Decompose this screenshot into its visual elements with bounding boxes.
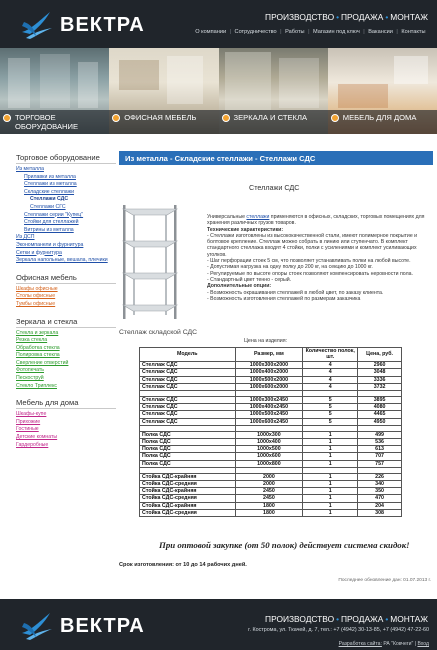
sidebar-link[interactable]: Стекла и зеркала [16, 329, 59, 336]
cell-price: 470 [358, 495, 402, 502]
nav-works[interactable]: Работы [285, 29, 305, 35]
footer-credits [339, 641, 429, 647]
sidebar-link[interactable]: Витрины из металла [24, 226, 74, 233]
table-row [140, 418, 402, 425]
cell-model: Стеллаж СДС [140, 418, 236, 425]
table-row [140, 481, 402, 488]
description-text: применяются в офисных, складских, торговых помещениях для хранения различных грузов товаров. [207, 214, 425, 227]
option-line: - Возможность окрашивания стеллажей в любой цвет, по заказу клиента. [207, 289, 384, 296]
table-row [140, 369, 402, 376]
description-text: Универсальные [207, 214, 247, 220]
sidebar-section-office [16, 273, 116, 309]
table-row [140, 362, 402, 369]
footer-tagline [265, 614, 428, 624]
nav-turnkey-shop[interactable]: Магазин под ключ [313, 29, 360, 35]
cell-price: 3336 [358, 376, 402, 383]
product-description [207, 214, 431, 302]
lead-time: Срок изготовления: от 10 до 14 рабочих дней. [119, 562, 247, 568]
logo-swoosh-icon [20, 611, 54, 641]
tagline-dot-icon: • [336, 12, 340, 22]
tagline-dot-icon: • [336, 614, 340, 624]
sidebar-section-title: Офисная мебель [16, 272, 77, 282]
banner-label: ЗЕРКАЛА И СТЕКЛА [233, 113, 308, 122]
cell-size: 2450 [235, 495, 303, 502]
sidebar-link[interactable]: Фотопечать [16, 367, 44, 374]
nav-vacancies[interactable]: Вакансии [368, 29, 393, 35]
nav-contacts[interactable]: Контакты [401, 29, 426, 35]
cell-price: 536 [358, 439, 402, 446]
banner-office-furniture[interactable] [109, 48, 218, 134]
category-banner [0, 48, 437, 134]
cell-model: Стойка СДС-крайняя [140, 502, 236, 509]
banner-home-furniture[interactable] [328, 48, 437, 134]
nav-about[interactable]: О компании [195, 29, 227, 35]
cell-size: 1000x300x2450 [235, 397, 303, 404]
cell-shelves: 1 [303, 473, 358, 480]
cell-price: 4465 [358, 411, 402, 418]
divider [16, 408, 116, 409]
cell-shelves: 4 [303, 383, 358, 390]
cell-size: 1000x300x2000 [235, 362, 303, 369]
description-intro [207, 214, 431, 227]
tagline-production: ПРОИЗВОДСТВО [265, 12, 335, 22]
shelf-product-image [119, 203, 181, 321]
table-row [140, 502, 402, 509]
banner-caption [219, 110, 328, 134]
table-row [140, 439, 402, 446]
nav-separator: | [363, 29, 365, 35]
divider [16, 327, 116, 328]
discount-promo: При оптовой закупке (от 50 полок) действует система скидок! [159, 540, 410, 550]
col-model: Модель [140, 348, 236, 362]
cell-size: 2000 [235, 481, 303, 488]
cell-size: 1000x600 [235, 453, 303, 460]
cell-model: Стойка СДС-средняя [140, 481, 236, 488]
table-header-row [140, 348, 402, 362]
sidebar [16, 151, 116, 457]
cell-shelves: 4 [303, 376, 358, 383]
table-row [140, 460, 402, 467]
sidebar-link[interactable]: Стеллажи из металла [24, 181, 77, 188]
cell-model: Стеллаж СДС [140, 411, 236, 418]
cell-price: 707 [358, 453, 402, 460]
cell-price: 4080 [358, 404, 402, 411]
cell-model: Стеллаж СДС [140, 362, 236, 369]
divider [16, 163, 116, 164]
table-row [140, 446, 402, 453]
table-row [140, 431, 402, 438]
cell-size: 2000 [235, 473, 303, 480]
banner-caption [109, 110, 218, 134]
col-size: Размер, мм [235, 348, 303, 362]
cell-model: Полка СДС [140, 453, 236, 460]
banner-mirrors-glass[interactable] [219, 48, 328, 134]
option-line: - Возможность изготовления стеллажей по размерам заказчика [207, 295, 361, 302]
table-row [140, 473, 402, 480]
cell-model: Стеллаж СДС [140, 397, 236, 404]
bullet-icon [331, 114, 339, 122]
cell-price: 499 [358, 431, 402, 438]
cell-model: Стеллаж СДС [140, 383, 236, 390]
cell-price: 3732 [358, 383, 402, 390]
cell-price: 613 [358, 446, 402, 453]
nav-separator: | [396, 29, 398, 35]
tagline-sales: ПРОДАЖА [341, 12, 384, 22]
sidebar-link[interactable]: Стекло Триплекс [16, 382, 57, 389]
nav-cooperation[interactable]: Сотрудничество [234, 29, 277, 35]
cell-price: 204 [358, 502, 402, 509]
table-row [140, 383, 402, 390]
table-row [140, 404, 402, 411]
tagline-install: МОНТАЖ [390, 12, 428, 22]
credit-text: РА "Ковчеги" [381, 641, 415, 647]
table-row [140, 453, 402, 460]
cell-shelves: 1 [303, 495, 358, 502]
sidebar-section-glass [16, 317, 116, 391]
description-link[interactable]: стеллажи [246, 214, 270, 220]
banner-label: ТОРГОВОЕ ОБОРУДОВАНИЕ [15, 113, 79, 131]
cell-shelves: 1 [303, 431, 358, 438]
site-header [0, 0, 437, 48]
col-price: Цена, руб. [358, 348, 402, 362]
cell-size: 1000x500x2000 [235, 376, 303, 383]
tagline-install: МОНТАЖ [390, 614, 428, 624]
sidebar-link[interactable]: Зеркала напольные, вешала, плечики [16, 257, 108, 264]
logo[interactable] [20, 10, 150, 40]
col-shelves: Количество полок, шт. [303, 348, 358, 362]
price-table-body [140, 362, 402, 517]
sidebar-link[interactable]: Обработка стекла [16, 344, 60, 351]
tech-line: - Регулируемые по высоте опоры стоек позволяют компенсировать неровности пола. [207, 270, 413, 277]
sidebar-link[interactable]: Шкафы офисные [16, 285, 58, 292]
cell-model: Стеллаж СДС [140, 376, 236, 383]
cell-price: 350 [358, 488, 402, 495]
cell-price: 3048 [358, 369, 402, 376]
cell-shelves: 1 [303, 481, 358, 488]
sidebar-link[interactable]: Сверление отверстий [16, 359, 69, 366]
cell-shelves: 1 [303, 488, 358, 495]
cell-shelves: 1 [303, 460, 358, 467]
sidebar-link[interactable]: Шкафы-купе [16, 411, 47, 418]
sidebar-section-title: Мебель для дома [16, 398, 79, 408]
sidebar-link[interactable]: Прихожие [16, 418, 41, 425]
divider [16, 283, 116, 284]
cell-model: Полка СДС [140, 431, 236, 438]
price-table [139, 347, 402, 517]
brand-name: ВЕКТРА [60, 615, 145, 637]
table-row [140, 488, 402, 495]
cell-size: 1000x500x2450 [235, 411, 303, 418]
cell-model: Стеллаж СДС [140, 369, 236, 376]
banner-label: ОФИСНАЯ МЕБЕЛЬ [124, 113, 197, 122]
cell-size: 1000x400x2450 [235, 404, 303, 411]
credit-link[interactable]: Разработка сайта: [338, 641, 382, 647]
cell-model: Стойка СДС-средняя [140, 509, 236, 516]
table-row [140, 397, 402, 404]
sidebar-link[interactable]: Гостиные [16, 426, 39, 433]
table-row [140, 495, 402, 502]
cell-size: 1000x500 [235, 446, 303, 453]
tagline-sales: ПРОДАЖА [341, 614, 384, 624]
sidebar-section-title: Торговое оборудование [16, 153, 100, 162]
cell-size: 1800 [235, 502, 303, 509]
nav-separator: | [308, 29, 310, 35]
product-title: Стеллажи СДС [249, 183, 300, 192]
cell-shelves: 5 [303, 397, 358, 404]
cell-shelves: 1 [303, 509, 358, 516]
sidebar-link[interactable]: Стойки для стеллажей [24, 219, 79, 226]
sidebar-link[interactable]: Стеллажи серии "Купец" [24, 211, 84, 218]
cell-price: 226 [358, 473, 402, 480]
last-updated: Последнее обновление дан: 01.07.2013 г. [338, 578, 431, 583]
tech-line: - Стандартный цвет тенно - серый. [207, 276, 292, 283]
sidebar-link[interactable]: Пескоструй [16, 375, 44, 382]
cell-model: Стойка СДС-крайняя [140, 473, 236, 480]
tech-line: - Шаг перфорации стоек 5 см, что позволяет устанавливать полки на любой высоте. [207, 258, 411, 265]
logo-swoosh-icon [20, 10, 54, 40]
cell-shelves: 1 [303, 502, 358, 509]
cell-price: 757 [358, 460, 402, 467]
cell-size: 1000x400x2000 [235, 369, 303, 376]
cell-size: 1000x300 [235, 431, 303, 438]
sidebar-section-retail [16, 153, 116, 265]
table-row [140, 411, 402, 418]
sidebar-link[interactable]: Складские стеллажи [24, 188, 75, 195]
cell-shelves: 5 [303, 404, 358, 411]
cell-model: Стойка СДС-средняя [140, 495, 236, 502]
cell-shelves: 5 [303, 411, 358, 418]
sidebar-link[interactable]: Детские комнаты [16, 434, 58, 441]
header-tagline [265, 12, 428, 22]
login-link[interactable]: Вход [417, 641, 429, 647]
sidebar-link[interactable]: Из металла [16, 166, 44, 172]
nav-separator: | [229, 29, 232, 35]
bullet-icon [112, 114, 120, 122]
image-caption: Стеллаж складской СДС [119, 329, 197, 336]
sidebar-link[interactable]: Резка стекла [16, 337, 48, 344]
bullet-icon [222, 114, 230, 122]
sidebar-link[interactable]: Полировка стекла [16, 352, 60, 359]
top-nav [192, 29, 429, 35]
sidebar-link[interactable]: Прилавки из металла [24, 173, 76, 180]
sidebar-link[interactable]: Стеллажи СГС [30, 203, 66, 210]
banner-caption [0, 110, 109, 134]
cell-price: 3895 [358, 397, 402, 404]
cell-size: 1000x800 [235, 460, 303, 467]
cell-price: 340 [358, 481, 402, 488]
banner-retail-equipment[interactable] [0, 48, 109, 134]
banner-label: МЕБЕЛЬ ДЛЯ ДОМА [342, 113, 417, 122]
cell-price: 2960 [358, 362, 402, 369]
cell-shelves: 1 [303, 446, 358, 453]
site-footer [0, 599, 437, 650]
bullet-icon [3, 114, 11, 122]
tech-line: - Допустимая нагрузка на одну полку до 200 кг, на секцию до 1000 кг. [207, 264, 373, 271]
cell-shelves: 4 [303, 369, 358, 376]
cell-shelves: 1 [303, 439, 358, 446]
cell-size: 1000x400 [235, 439, 303, 446]
table-row [140, 376, 402, 383]
cell-shelves: 1 [303, 453, 358, 460]
options-heading: Дополнительные опции: [207, 283, 272, 290]
sidebar-link[interactable]: Гардеробные [16, 441, 49, 448]
sidebar-link[interactable]: Из ДСП [16, 234, 35, 241]
nav-separator: | [280, 29, 282, 35]
footer-address: г. Кострома, ул. Ткачей, д. 7, тел.: +7 (4942) 30-13-85, +7 (4942) 47-22-60 [248, 627, 429, 633]
cell-price: 4950 [358, 418, 402, 425]
brand-name: ВЕКТРА [60, 14, 145, 36]
page-title: Из металла - Складские стеллажи - Стеллажи СДС [119, 151, 433, 165]
sidebar-section-home [16, 398, 116, 449]
cell-model: Стеллаж СДС [140, 404, 236, 411]
cell-shelves: 5 [303, 418, 358, 425]
sidebar-link[interactable]: Столы офисные [16, 293, 56, 300]
credit-separator: | [414, 641, 418, 647]
tech-heading: Технические характеристики: [207, 226, 284, 233]
cell-model: Полка СДС [140, 446, 236, 453]
sidebar-link[interactable]: Тумбы офисные [16, 300, 56, 307]
cell-size: 1000x600x2000 [235, 383, 303, 390]
tagline-production: ПРОИЗВОДСТВО [265, 614, 335, 624]
cell-model: Полка СДС [140, 460, 236, 467]
main-content [119, 151, 433, 583]
sidebar-link-active[interactable]: Стеллажи СДС [30, 196, 69, 203]
tech-line: - Стеллажи изготовлены из высококачественной стали, имеют полимерное покрытие и болтовое крепление. Стеллаж можно собрать в линию или ступенчато. В комплект стандартного стеллажа входят 4 стойки, полки с усилениями и комплект усиливающих уголков. [207, 232, 418, 258]
banner-caption [328, 110, 437, 134]
tagline-dot-icon: • [385, 12, 389, 22]
cell-shelves: 4 [303, 362, 358, 369]
price-caption: Цена на изделия: [244, 338, 288, 344]
cell-model: Стойка СДС-крайняя [140, 488, 236, 495]
cell-model: Полка СДС [140, 439, 236, 446]
sidebar-section-title: Зеркала и стекла [16, 316, 78, 326]
sidebar-link[interactable]: Сетки и фурнитура [16, 249, 62, 256]
table-row [140, 509, 402, 516]
cell-size: 1000x600x2450 [235, 418, 303, 425]
tagline-dot-icon: • [385, 614, 389, 624]
footer-logo[interactable] [20, 611, 150, 641]
cell-price: 308 [358, 509, 402, 516]
cell-size: 1800 [235, 509, 303, 516]
sidebar-link[interactable]: Экономпанели и фурнитура [16, 241, 84, 248]
cell-size: 2450 [235, 488, 303, 495]
